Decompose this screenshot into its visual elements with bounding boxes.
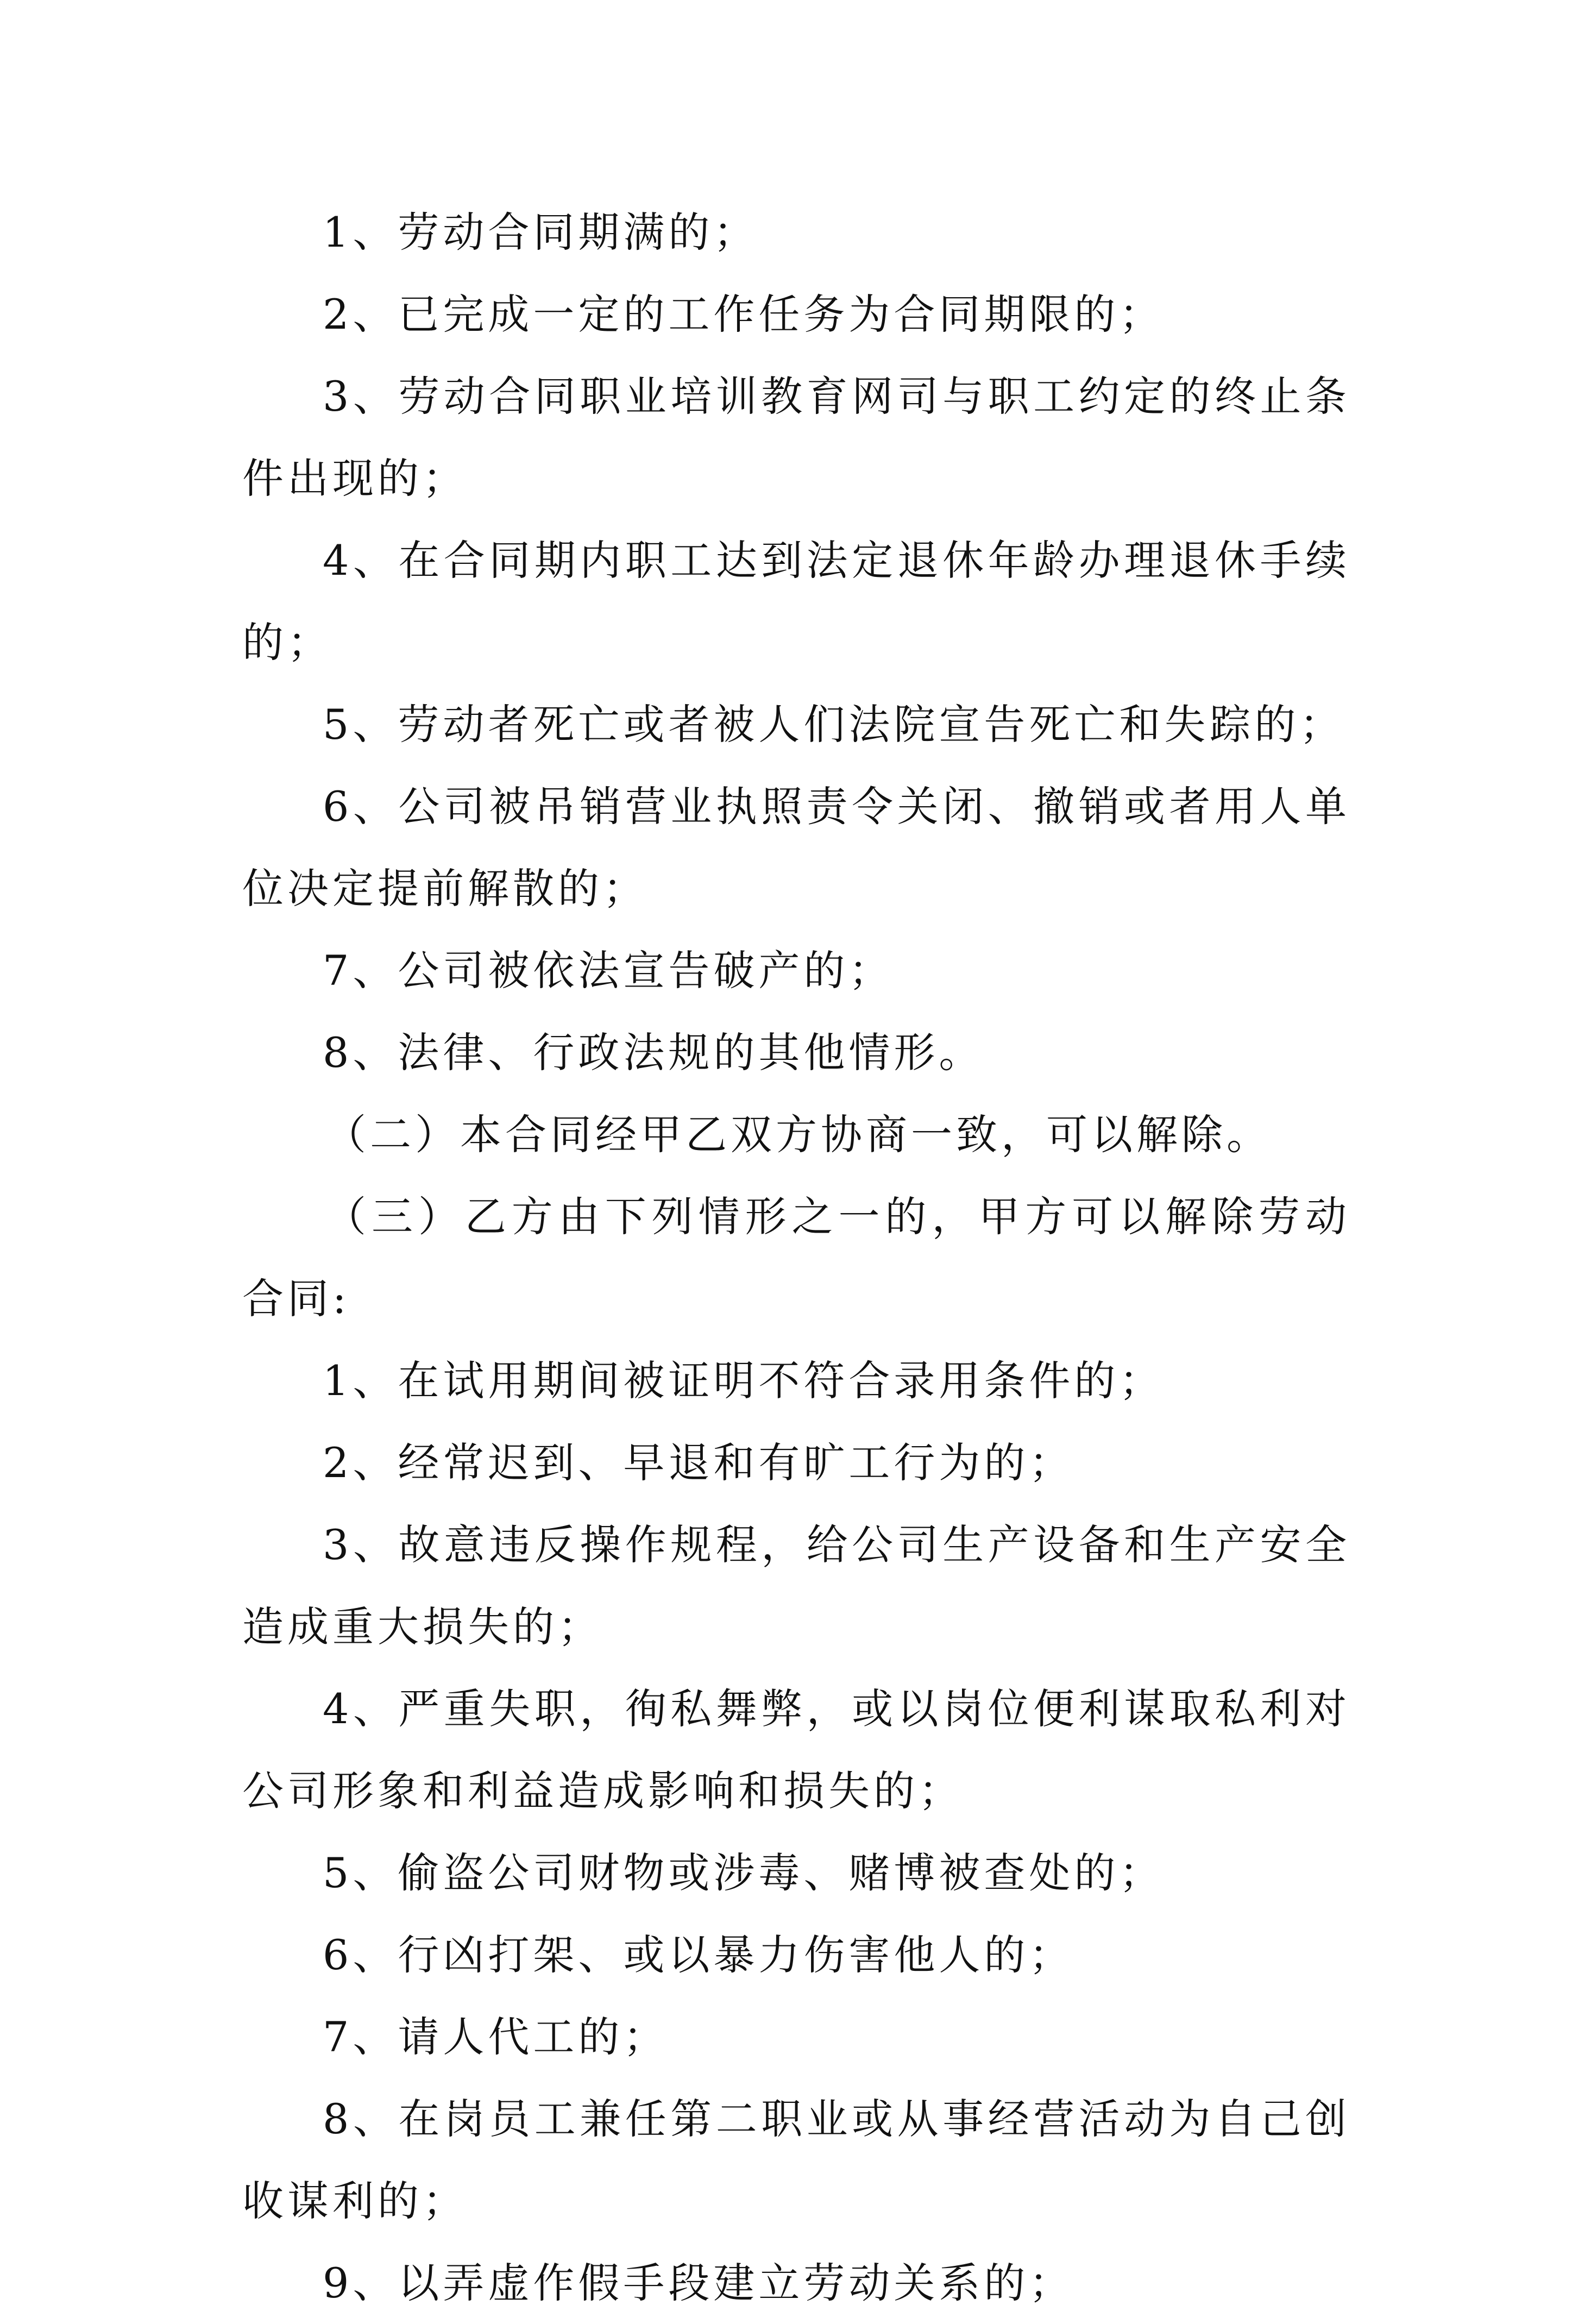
document-body [242,191,1350,2324]
clause-paragraph: 3、故意违反操作规程，给公司生产设备和生产安全造成重大损失的； [242,1521,1350,1651]
section-heading: （二）本合同经甲乙双方协商一致，可以解除。 [325,1110,1272,1159]
clause-paragraph: 8、在岗员工兼任第二职业或从事经营活动为自己创收谋利的； [242,2095,1350,2225]
clause-paragraph: 4、在合同期内职工达到法定退休年龄办理退休手续的； [242,536,1350,667]
clause-paragraph: 6、行凶打架、或以暴力伤害他人的； [323,1931,1074,1979]
clause-paragraph: 1、在试用期间被证明不符合录用条件的； [323,1356,1165,1405]
clause-paragraph: 3、劳动合同职业培训教育网司与职工约定的终止条件出现的； [242,372,1350,503]
section-heading: （三）乙方由下列情形之一的，甲方可以解除劳动合同: [242,1192,1350,1323]
clause-paragraph: 5、劳动者死亡或者被人们法院宣告死亡和失踪的； [323,700,1345,749]
clause-paragraph: 4、严重失职，徇私舞弊，或以岗位便利谋取私利对公司形象和利益造成影响和损失的； [242,1685,1350,1815]
clause-paragraph: 7、公司被依法宣告破产的； [323,946,894,995]
clause-paragraph: 1、劳动合同期满的； [323,208,759,256]
clause-paragraph: 7、请人代工的； [323,2013,669,2061]
clause-paragraph: 8、法律、行政法规的其他情形。 [323,1028,984,1077]
clause-paragraph: 2、已完成一定的工作任务为合同期限的； [323,290,1165,338]
clause-paragraph: 9、以弄虚作假手段建立劳动关系的； [323,2259,1074,2307]
clause-paragraph: 2、经常迟到、早退和有旷工行为的； [323,1439,1074,1487]
clause-paragraph: 5、偷盗公司财物或涉毒、赌博被查处的； [323,1849,1165,1897]
clause-paragraph: 6、公司被吊销营业执照责令关闭、撤销或者用人单位决定提前解散的； [242,782,1350,913]
